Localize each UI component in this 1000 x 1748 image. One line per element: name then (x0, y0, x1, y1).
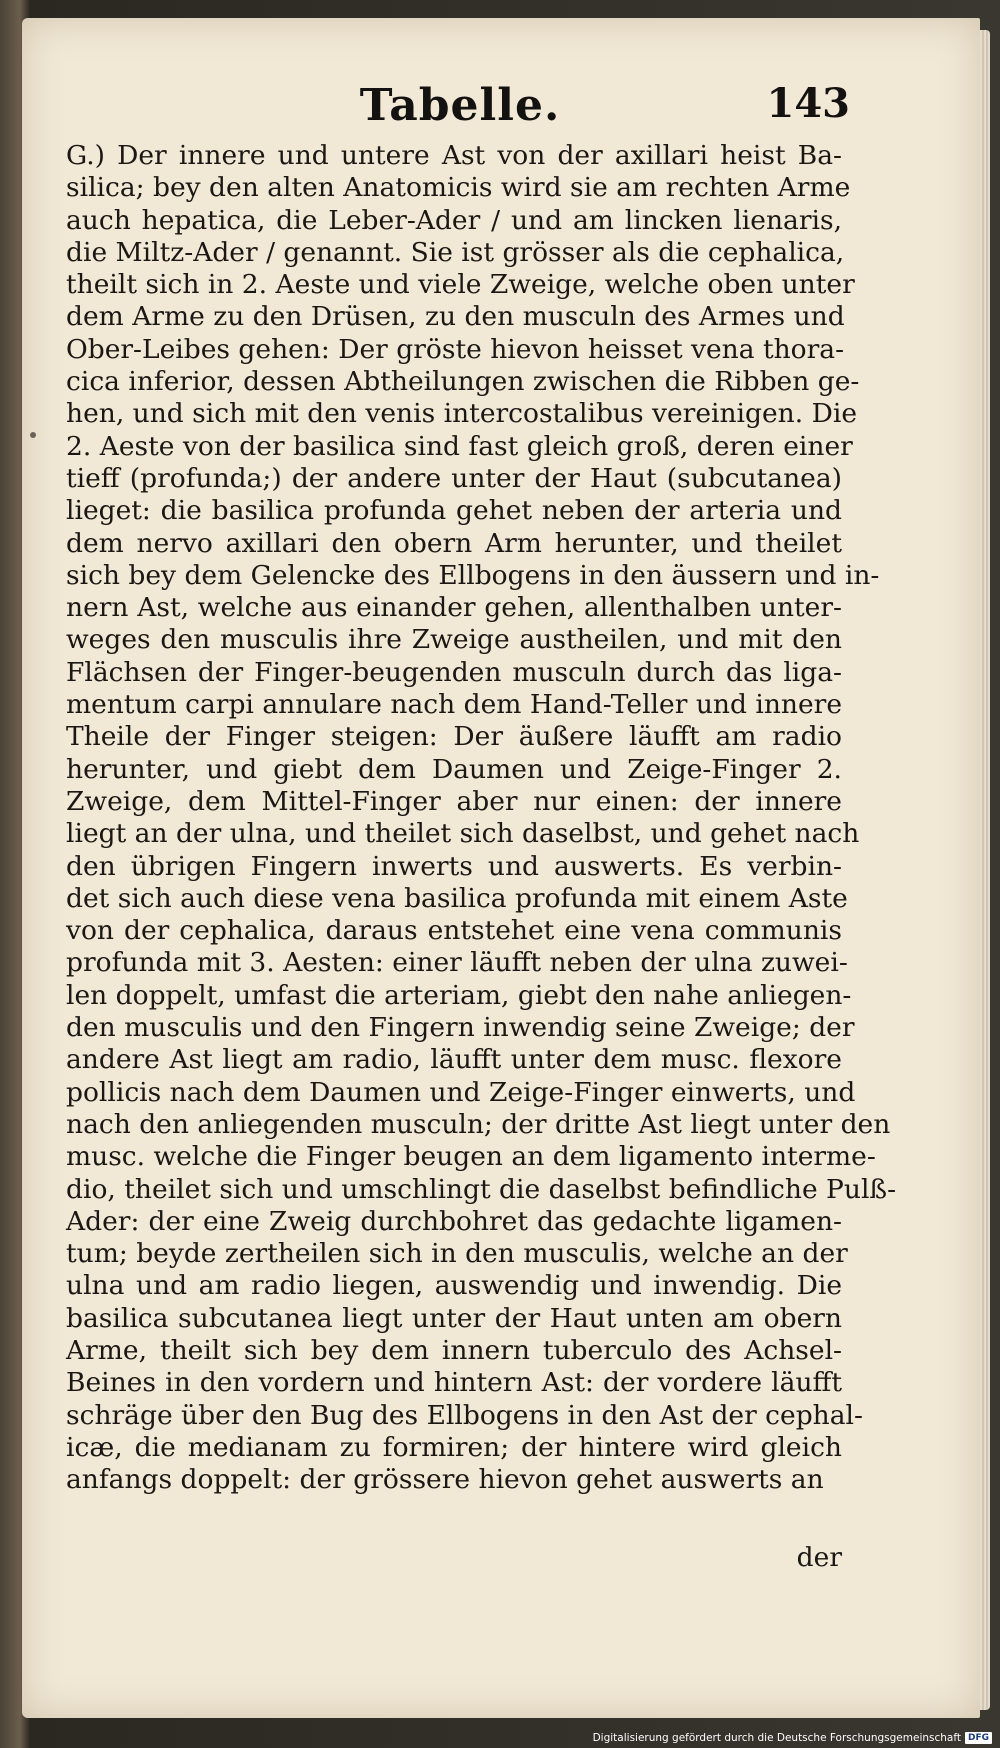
text-line: G.) Der innere und untere Ast von der axillari heist Ba- (66, 140, 842, 171)
catchword-line (66, 1542, 842, 1573)
text-line: die Miltz-Ader / genannt. Sie ist grösser als die cephalica, (66, 236, 845, 268)
text-line: auch hepatica, die Leber-Ader / und am lincken lienaris, (66, 204, 842, 236)
text-line: den musculis und den Fingern inwendig seine Zweige; der (66, 1012, 855, 1044)
text-line: len doppelt, umfast die arteriam, giebt den nahe anliegen- (66, 979, 852, 1011)
footer-credit (593, 1732, 992, 1744)
text-line: nern Ast, welche aus einander gehen, allenthalben unter- (66, 592, 842, 624)
text-line: musc. welche die Finger beugen an dem ligamento interme- (66, 1141, 876, 1173)
text-line: dem nervo axillari den obern Arm herunter, und theilet (66, 527, 842, 559)
dfg-logo: DFG (965, 1732, 992, 1744)
text-line: Theile der Finger steigen: Der äußere läufft am radio (66, 721, 842, 753)
text-line: herunter, und giebt dem Daumen und Zeige-Finger 2. (66, 753, 842, 785)
text-line: Ober-Leibes gehen: Der gröste hievon heisset vena thora- (66, 333, 845, 365)
text-line: Flächsen der Finger-beugenden musculn durch das liga- (66, 656, 842, 688)
text-line: den übrigen Fingern inwerts und auswerts. Es verbin- (66, 850, 842, 882)
text-line: lieget: die basilica profunda gehet neben der arteria und (66, 495, 842, 527)
text-line: 2. Aeste von der basilica sind fast gleich groß, deren einer (66, 430, 853, 462)
catchword: der (796, 1542, 842, 1573)
text-line: hen, und sich mit den venis intercostalibus vereinigen. Die (66, 398, 858, 430)
text-line: cica inferior, dessen Abtheilungen zwischen die Ribben ge- (66, 366, 860, 398)
text-line: Zweige, dem Mittel-Finger aber nur einen: der innere (66, 785, 842, 817)
page-number: 143 (766, 80, 850, 127)
text-line: pollicis nach dem Daumen und Zeige-Finger einwerts, und (66, 1076, 856, 1108)
text-line: basilica subcutanea liegt unter der Haut unten am obern (66, 1302, 842, 1334)
text-line: schräge über den Bug des Ellbogens in den Ast der cephal- (66, 1399, 863, 1431)
funding-note: Digitalisierung gefördert durch die Deutsche Forschungsgemeinschaft (592, 1732, 961, 1744)
text-line: Beines in den vordern und hintern Ast: der vordere läufft (66, 1367, 842, 1399)
text-line: profunda mit 3. Aesten: einer läufft neben der ulna zuwei- (66, 947, 848, 979)
text-line: dem Arme zu den Drüsen, zu den musculn des Armes und (66, 301, 845, 333)
text-line: andere Ast liegt am radio, läufft unter dem musc. flexore (66, 1044, 842, 1076)
text-line: icæ, die medianam zu formiren; der hintere wird gleich (66, 1431, 842, 1463)
text-line: theilt sich in 2. Aeste und viele Zweige, welche oben unter (66, 269, 855, 301)
text-line: sich bey dem Gelencke des Ellbogens in den äussern und in- (66, 559, 880, 591)
text-line: mentum carpi annulare nach dem Hand-Teller und innere (66, 689, 842, 721)
text-line: tieff (profunda;) der andere unter der Haut (subcutanea) (66, 462, 842, 494)
text-line: anfangs doppelt: der grössere hievon gehet auswerts an (66, 1464, 824, 1496)
text-line: von der cephalica, daraus entstehet eine vena communis (66, 915, 842, 947)
text-line: liegt an der ulna, und theilet sich daselbst, und gehet nach (66, 818, 860, 850)
text-line: nach den anliegenden musculn; der dritte Ast liegt unter den (66, 1108, 891, 1140)
text-line: weges den musculis ihre Zweige austheilen, und mit den (66, 624, 842, 656)
page-header (80, 80, 850, 140)
text-line: silica; bey den alten Anatomicis wird sie am rechten Arme (66, 172, 851, 204)
running-title: Tabelle. (359, 80, 561, 131)
text-line: det sich auch diese vena basilica profunda mit einem Aste (66, 882, 848, 914)
text-line: ulna und am radio liegen, auswendig und inwendig. Die (66, 1270, 842, 1302)
margin-mark (30, 432, 36, 438)
text-line: Arme, theilt sich bey dem innern tuberculo des Achsel- (66, 1334, 842, 1366)
text-line: dio, theilet sich und umschlingt die daselbst befindliche Pulß- (66, 1173, 897, 1205)
text-line: Ader: der eine Zweig durchbohret das gedachte ligamen- (66, 1205, 842, 1237)
text-line: tum; beyde zertheilen sich in den musculis, welche an der (66, 1238, 848, 1270)
body-text (66, 140, 897, 1496)
